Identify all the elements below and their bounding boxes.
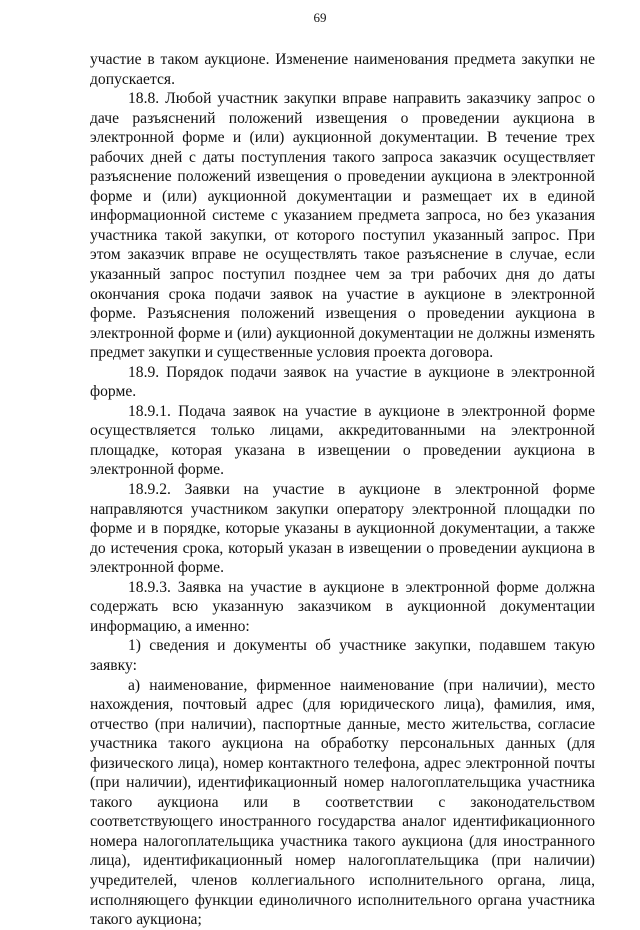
- paragraph-continuation: участие в таком аукционе. Изменение наименования предмета закупки не допускается.: [90, 51, 595, 88]
- paragraph-item-1: 1) сведения и документы об участнике закупки, подавшем такую заявку:: [90, 637, 595, 674]
- paragraph-18-9: 18.9. Порядок подачи заявок на участие в аукционе в электронной форме.: [90, 363, 595, 401]
- paragraph-item-a: а) наименование, фирменное наименование (при наличии), место нахождения, почтовый адрес (для юридического лица), фамилия, имя, отчество (при наличии), паспортные данные, место жительства, согласие участника такого аукциона на обработку персональных данных (для физического лица), номер контактного телефона, адрес электронной почты (при наличии), идентификационный номер налогоплательщика участника такого аукциона или в соответствии с законодательством соответствующего иностранного государства аналог идентификационного номера налогоплательщика участника такого аукциона (для иностранного лица), идентификационный номер налогоплательщика (при наличии) учредителей, членов коллегиального исполнительного органа, лица, исполняющего функции единоличного исполнительного органа участника такого аукциона;: [90, 676, 595, 929]
- page-number: 69: [313, 10, 327, 25]
- document-body: [90, 50, 595, 930]
- paragraph-18-9-1: 18.9.1. Подача заявок на участие в аукционе в электронной форме осуществляется только лицами, аккредитованными на электронной площадке, которая указана в извещении о проведении аукциона в электронной форме.: [90, 402, 595, 479]
- paragraph-18-9-2: 18.9.2. Заявки на участие в аукционе в электронной форме направляются участником закупки оператору электронной площадки по форме и в порядке, которые указаны в аукционной документации, а также до истечения срока, который указан в извещении о проведении аукциона в электронной форме.: [90, 481, 595, 577]
- paragraph-18-9-3: 18.9.3. Заявка на участие в аукционе в электронной форме должна содержать всю указанную заказчиком в аукционной документации информацию, а именно:: [90, 578, 595, 635]
- paragraph-18-8: 18.8. Любой участник закупки вправе направить заказчику запрос о даче разъяснений положений извещения о проведении аукциона в электронной форме и (или) аукционной документации. В течение трех рабочих дней с даты поступления такого запроса заказчик осуществляет разъяснение положений извещения о проведении аукциона в электронной форме и (или) аукционной документации и размещает их в единой информационной системе с указанием предмета запроса, но без указания участника такой закупки, от которого поступил указанный запрос. При этом заказчик вправе не осуществлять такое разъяснение в случае, если указанный запрос поступил позднее чем за три рабочих дня до даты окончания срока подачи заявок на участие в аукционе в электронной форме. Разъяснения положений извещения о проведении аукциона в электронной форме и (или) аукционной документации не должны изменять предмет закупки и существенные условия проекта договора.: [90, 90, 595, 362]
